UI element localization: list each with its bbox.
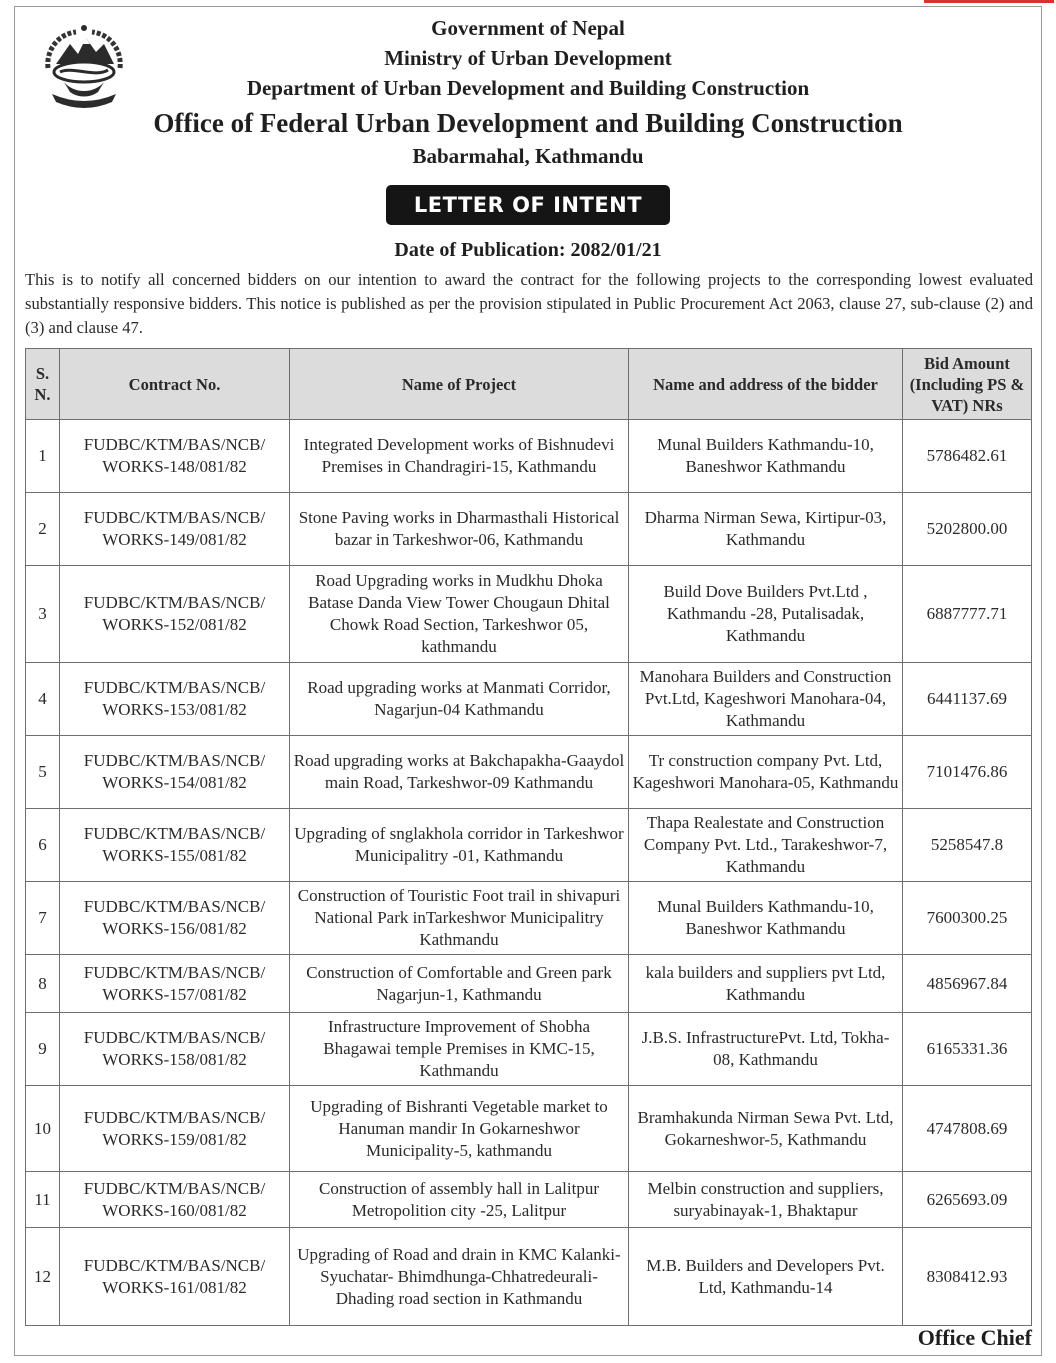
col-header-sn: S. N. — [26, 349, 60, 420]
cell-project: Upgrading of snglakhola corridor in Tarkeshwor Municipalitry -01, Kathmandu — [290, 809, 629, 882]
table-row — [26, 736, 1032, 809]
cell-project: Road upgrading works at Bakchapakha-Gaaydol main Road, Tarkeshwor-09 Kathmandu — [290, 736, 629, 809]
corner-accent — [924, 0, 1054, 3]
cell-bidder: Build Dove Builders Pvt.Ltd , Kathmandu -28, Putalisadak, Kathmandu — [629, 566, 903, 663]
cell-contract: FUDBC/KTM/BAS/NCB/ WORKS-157/081/82 — [60, 955, 290, 1013]
government-name: Government of Nepal — [431, 16, 625, 40]
cell-amount: 6165331.36 — [903, 1013, 1032, 1086]
cell-bidder: M.B. Builders and Developers Pvt. Ltd, Kathmandu-14 — [629, 1228, 903, 1326]
table-row — [26, 1086, 1032, 1172]
bid-table — [25, 348, 1032, 1326]
cell-bidder: Munal Builders Kathmandu-10, Baneshwor Kathmandu — [629, 882, 903, 955]
cell-amount: 6887777.71 — [903, 566, 1032, 663]
cell-sn: 6 — [26, 809, 60, 882]
cell-project: Construction of assembly hall in Lalitpur Metropolition city -25, Lalitpur — [290, 1172, 629, 1228]
col-header-bidder: Name and address of the bidder — [629, 349, 903, 420]
department-name: Department of Urban Development and Building Construction — [246, 76, 810, 100]
cell-contract: FUDBC/KTM/BAS/NCB/ WORKS-154/081/82 — [60, 736, 290, 809]
cell-project: Stone Paving works in Dharmasthali Historical bazar in Tarkeshwor-06, Kathmandu — [290, 493, 629, 566]
cell-amount: 6265693.09 — [903, 1172, 1032, 1228]
cell-bidder: kala builders and suppliers pvt Ltd, Kathmandu — [629, 955, 903, 1013]
table-row — [26, 1013, 1032, 1086]
cell-sn: 5 — [26, 736, 60, 809]
cell-contract: FUDBC/KTM/BAS/NCB/ WORKS-152/081/82 — [60, 566, 290, 663]
cell-sn: 8 — [26, 955, 60, 1013]
table-row — [26, 809, 1032, 882]
cell-contract: FUDBC/KTM/BAS/NCB/ WORKS-155/081/82 — [60, 809, 290, 882]
cell-project: Infrastructure Improvement of Shobha Bhagawai temple Premises in KMC-15, Kathmandu — [290, 1013, 629, 1086]
cell-amount: 5202800.00 — [903, 493, 1032, 566]
cell-project: Integrated Development works of Bishnudevi Premises in Chandragiri-15, Kathmandu — [290, 420, 629, 493]
cell-project: Road upgrading works at Manmati Corridor, Nagarjun-04 Kathmandu — [290, 663, 629, 736]
cell-contract: FUDBC/KTM/BAS/NCB/ WORKS-161/081/82 — [60, 1228, 290, 1326]
cell-sn: 12 — [26, 1228, 60, 1326]
office-address: Babarmahal, Kathmandu — [412, 144, 644, 168]
cell-sn: 2 — [26, 493, 60, 566]
cell-project: Construction of Touristic Foot trail in shivapuri National Park inTarkeshwor Municipalitry Kathmandu — [290, 882, 629, 955]
ministry-name: Ministry of Urban Development — [384, 46, 672, 70]
cell-amount: 8308412.93 — [903, 1228, 1032, 1326]
cell-contract: FUDBC/KTM/BAS/NCB/ WORKS-159/081/82 — [60, 1086, 290, 1172]
cell-bidder: J.B.S. InfrastructurePvt. Ltd, Tokha- 08, Kathmandu — [629, 1013, 903, 1086]
cell-sn: 10 — [26, 1086, 60, 1172]
office-name: Office of Federal Urban Development and Building Construction — [153, 108, 903, 138]
cell-bidder: Thapa Realestate and Construction Company Pvt. Ltd., Tarakeshwor-7, Kathmandu — [629, 809, 903, 882]
cell-bidder: Melbin construction and suppliers, suryabinayak-1, Bhaktapur — [629, 1172, 903, 1228]
col-header-project: Name of Project — [290, 349, 629, 420]
cell-bidder: Tr construction company Pvt. Ltd, Kageshwori Manohara-05, Kathmandu — [629, 736, 903, 809]
cell-amount: 7600300.25 — [903, 882, 1032, 955]
cell-amount: 7101476.86 — [903, 736, 1032, 809]
cell-project: Upgrading of Bishranti Vegetable market to Hanuman mandir In Gokarneshwor Municipality-5, kathmandu — [290, 1086, 629, 1172]
cell-bidder: Manohara Builders and Construction Pvt.Ltd, Kageshwori Manohara-04, Kathmandu — [629, 663, 903, 736]
notice-title-badge: LETTER OF INTENT — [386, 185, 670, 225]
col-header-contract: Contract No. — [60, 349, 290, 420]
table-row — [26, 1172, 1032, 1228]
cell-project: Construction of Comfortable and Green park Nagarjun-1, Kathmandu — [290, 955, 629, 1013]
cell-contract: FUDBC/KTM/BAS/NCB/ WORKS-156/081/82 — [60, 882, 290, 955]
cell-contract: FUDBC/KTM/BAS/NCB/ WORKS-153/081/82 — [60, 663, 290, 736]
cell-contract: FUDBC/KTM/BAS/NCB/ WORKS-149/081/82 — [60, 493, 290, 566]
table-row — [26, 955, 1032, 1013]
cell-sn: 3 — [26, 566, 60, 663]
cell-sn: 1 — [26, 420, 60, 493]
cell-bidder: Bramhakunda Nirman Sewa Pvt. Ltd, Gokarneshwor-5, Kathmandu — [629, 1086, 903, 1172]
intro-paragraph: This is to notify all concerned bidders on our intention to award the contract for the following projects to the corresponding lowest evaluated substantially responsive bidders. This notice is published as per the provision stipulated in Public Procurement Act 2063, clause 27, sub-clause (2) and (3) and clause 47. — [25, 270, 1033, 337]
table-row — [26, 882, 1032, 955]
table-row — [26, 663, 1032, 736]
col-header-amount: Bid Amount (Including PS & VAT) NRs — [903, 349, 1032, 420]
letterhead — [0, 16, 1056, 174]
table-row — [26, 566, 1032, 663]
cell-amount: 4856967.84 — [903, 955, 1032, 1013]
cell-project: Upgrading of Road and drain in KMC Kalanki- Syuchatar- Bhimdhunga-Chhatredeurali-Dhading road section in Kathmandu — [290, 1228, 629, 1326]
cell-sn: 7 — [26, 882, 60, 955]
cell-project: Road Upgrading works in Mudkhu Dhoka Batase Danda View Tower Chougaun Dhital Chowk Road Section, Tarkeshwor 05, kathmandu — [290, 566, 629, 663]
cell-contract: FUDBC/KTM/BAS/NCB/ WORKS-158/081/82 — [60, 1013, 290, 1086]
signatory-title: Office Chief — [917, 1325, 1032, 1350]
table-row — [26, 1228, 1032, 1326]
cell-amount: 5786482.61 — [903, 420, 1032, 493]
cell-contract: FUDBC/KTM/BAS/NCB/ WORKS-160/081/82 — [60, 1172, 290, 1228]
cell-contract: FUDBC/KTM/BAS/NCB/ WORKS-148/081/82 — [60, 420, 290, 493]
cell-bidder: Munal Builders Kathmandu-10, Baneshwor Kathmandu — [629, 420, 903, 493]
cell-amount: 6441137.69 — [903, 663, 1032, 736]
cell-bidder: Dharma Nirman Sewa, Kirtipur-03, Kathmandu — [629, 493, 903, 566]
cell-sn: 9 — [26, 1013, 60, 1086]
table-row — [26, 493, 1032, 566]
publication-date: Date of Publication: 2082/01/21 — [394, 239, 662, 261]
cell-amount: 5258547.8 — [903, 809, 1032, 882]
cell-sn: 11 — [26, 1172, 60, 1228]
cell-sn: 4 — [26, 663, 60, 736]
cell-amount: 4747808.69 — [903, 1086, 1032, 1172]
table-header-row — [26, 349, 1032, 420]
table-row — [26, 420, 1032, 493]
